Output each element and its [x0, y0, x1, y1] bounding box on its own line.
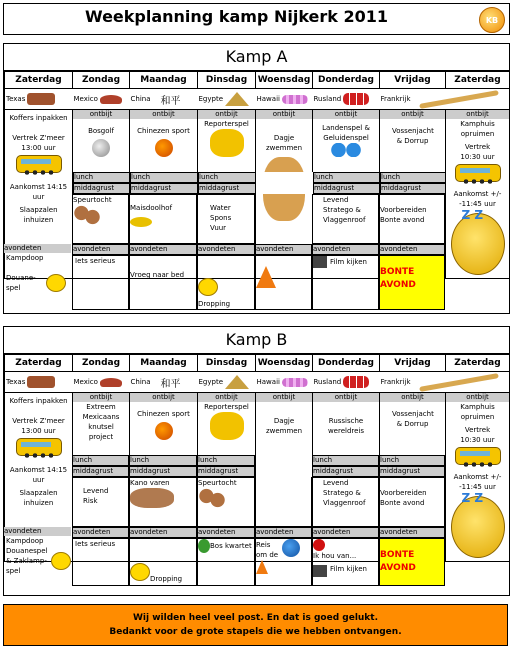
- meal-ontbijt: ontbijt: [313, 393, 379, 402]
- activity: Koffers inpakken: [9, 114, 68, 122]
- theme-label: Texas: [6, 95, 26, 103]
- meal-middagrust: middagrust: [129, 466, 197, 477]
- day-header: Dinsdag: [198, 355, 256, 372]
- meal-middagrust: middagrust: [313, 183, 380, 194]
- meal-lunch: lunch: [313, 172, 380, 183]
- activity: Vertrek Z'meer 13:00 uur: [12, 134, 65, 152]
- activity: Chinezen sport: [137, 410, 190, 418]
- theme-egypte: [198, 375, 256, 389]
- meal-middagrust: middagrust: [312, 466, 379, 477]
- sombrero-icon: [100, 95, 122, 104]
- theme-label: Rusland: [313, 95, 342, 103]
- meal-lunch: lunch: [312, 455, 379, 466]
- smiley-icon: [130, 563, 150, 581]
- activity: Film kijken: [330, 258, 367, 266]
- meal-ontbijt: ontbijt: [130, 110, 197, 119]
- theme-hawaii: [256, 95, 313, 104]
- activity: Aankomst 14:15 uur: [9, 183, 68, 201]
- meal-ontbijt: ontbijt: [73, 110, 129, 119]
- chinese-characters-icon: 和平: [160, 95, 181, 107]
- flower-lei-icon: [282, 95, 308, 104]
- activity: Iets serieus: [75, 540, 116, 548]
- matryoshka-icon: [343, 376, 369, 388]
- day-header: Vrijdag: [380, 72, 446, 89]
- meal-ontbijt: ontbijt: [73, 393, 129, 402]
- pyramid-icon: [225, 375, 249, 389]
- sleeping-face-icon: Z Z: [451, 496, 505, 558]
- meal-avondeten: avondeten: [255, 244, 312, 255]
- meal-avondeten: avondeten: [197, 244, 255, 255]
- sleeping-face-icon: Z Z: [451, 213, 505, 275]
- film-projector-icon: [313, 565, 327, 577]
- activity: Landenspel & Geluidenspel: [322, 124, 370, 142]
- basketball-icon: [155, 422, 173, 440]
- meal-middagrust: middagrust: [72, 466, 129, 477]
- activity: Vossenjacht & Dorrup: [392, 127, 434, 145]
- flower-lei-icon: [282, 378, 308, 387]
- pyramid-icon: [225, 92, 249, 106]
- meal-ontbijt: ontbijt: [198, 110, 255, 119]
- meal-ontbijt: ontbijt: [380, 393, 445, 402]
- meal-avondeten: avondeten: [255, 527, 312, 538]
- activity: Voorbereiden Bonte avond: [380, 206, 427, 224]
- day-header: Woensdag: [256, 355, 313, 372]
- activity: Vertrek 10:30 uur: [460, 426, 495, 444]
- meal-avondeten: avondeten: [129, 527, 197, 538]
- meal-lunch: lunch: [130, 172, 198, 183]
- activity: Dagje zwemmen: [265, 417, 303, 435]
- meal-avondeten: avondeten: [197, 527, 255, 538]
- skull-icon: [27, 93, 55, 105]
- meal-avondeten: avondeten: [312, 527, 379, 538]
- sombrero-icon: [100, 378, 122, 387]
- theme-label: China: [130, 378, 151, 386]
- meal-avondeten: avondeten: [379, 527, 445, 538]
- camp-a-lower: [72, 172, 444, 308]
- meal-avondeten: avondeten: [129, 244, 197, 255]
- activity: Reporterspel: [204, 403, 249, 411]
- globe-icon: [282, 539, 300, 557]
- film-projector-icon: [313, 256, 327, 268]
- activity: Maisdoolhof: [130, 204, 173, 212]
- smiley-icon: [51, 552, 71, 570]
- activity: Dagje zwemmen: [265, 134, 303, 152]
- camp-a-sat-evening: [4, 244, 71, 293]
- activity: Extreem Mexicaans knutsel project: [82, 403, 120, 441]
- day-header: Zaterdag: [5, 355, 73, 372]
- bonte-avond: BONTE AVOND: [380, 550, 416, 573]
- theme-label: Rusland: [313, 378, 342, 386]
- corn-icon: [130, 217, 152, 227]
- day-header: Vrijdag: [380, 355, 446, 372]
- activity: Kampdoop: [6, 254, 44, 262]
- meal-middagrust: middagrust: [197, 466, 255, 477]
- smiley-icon: [198, 278, 218, 296]
- meal-ontbijt: ontbijt: [446, 393, 509, 402]
- meal-ontbijt: ontbijt: [313, 110, 379, 119]
- meal-ontbijt: ontbijt: [130, 393, 197, 402]
- golf-ball-icon: [92, 139, 110, 157]
- theme-frankrijk: [380, 95, 510, 103]
- theme-label: Mexico: [73, 95, 98, 103]
- theme-frankrijk: [380, 378, 510, 386]
- baguette-icon: [419, 373, 499, 392]
- theme-label: Frankrijk: [380, 95, 411, 103]
- activity: Ik hou van...: [313, 552, 357, 560]
- bus-icon: [16, 438, 62, 456]
- meal-middagrust: middagrust: [198, 183, 256, 194]
- theme-mexico: [73, 378, 130, 387]
- footer-line-1: Wij wilden heel veel post. En dat is goed gelukt.: [132, 613, 379, 623]
- basketball-icon: [155, 139, 173, 157]
- theme-texas: [5, 376, 73, 388]
- theme-rusland: [313, 93, 380, 105]
- reporter-icon: [210, 129, 244, 157]
- theme-label: Texas: [6, 378, 26, 386]
- meal-ontbijt: ontbijt: [256, 110, 312, 119]
- theme-label: Hawaii: [256, 95, 280, 103]
- activity: Speurtocht: [198, 479, 237, 487]
- tree-icon: [198, 539, 210, 553]
- meal-middagrust: middagrust: [130, 183, 198, 194]
- day-header: Maandag: [130, 355, 198, 372]
- camp-a-title: Kamp A: [4, 44, 509, 71]
- camp-b-title: Kamp B: [4, 327, 509, 354]
- activity: Russische wereldreis: [327, 417, 365, 435]
- theme-label: Frankrijk: [380, 378, 411, 386]
- meal-lunch: lunch: [72, 455, 129, 466]
- activity: Reis om de: [256, 541, 279, 559]
- activity: Douane-spel: [6, 274, 36, 292]
- activity: Kampdoop: [6, 537, 44, 545]
- logo: KB: [479, 7, 505, 33]
- activity: Douanespel & Zaklamp-spel: [6, 547, 48, 575]
- theme-mexico: [73, 95, 130, 104]
- meal-lunch: lunch: [197, 455, 255, 466]
- meal-avondeten: avondeten: [379, 244, 445, 255]
- day-header: Zondag: [73, 355, 130, 372]
- activity: Bosgolf: [88, 127, 114, 135]
- theme-china: [130, 375, 198, 390]
- meal-ontbijt: ontbijt: [198, 393, 255, 402]
- day-header: Donderdag: [313, 355, 380, 372]
- water-drops-icon: [331, 143, 361, 157]
- camp-b-lower: [72, 455, 444, 586]
- theme-label: Egypte: [198, 378, 224, 386]
- meal-avondeten: avondeten: [4, 527, 71, 536]
- activity: Kamphuis opruimen: [460, 403, 495, 421]
- activity: Vroeg naar bed: [130, 271, 185, 279]
- day-header: Zondag: [73, 72, 130, 89]
- activity: Reporterspel: [204, 120, 249, 128]
- activity: Speurtocht: [73, 196, 112, 204]
- activity: Chinezen sport: [137, 127, 190, 135]
- day-header: Maandag: [130, 72, 198, 89]
- activity: Bos kwartet: [210, 542, 252, 550]
- day-header: Donderdag: [313, 72, 380, 89]
- day-header: Zaterdag: [446, 355, 510, 372]
- footprints-icon: [198, 488, 226, 508]
- activity: Vossenjacht & Dorrup: [392, 410, 434, 428]
- meal-middagrust: middagrust: [73, 183, 130, 194]
- footer-line-2: Bedankt voor de grote stapels die we hebben ontvangen.: [109, 627, 402, 637]
- meal-avondeten: avondeten: [72, 244, 129, 255]
- meal-ontbijt: ontbijt: [380, 110, 445, 119]
- activity: Iets serieus: [75, 257, 116, 265]
- matryoshka-icon: [343, 93, 369, 105]
- activity: Levend Stratego & Vlaggenroof: [323, 479, 366, 507]
- theme-egypte: [198, 92, 256, 106]
- activity: Aankomst +/--11:45 uur: [453, 473, 502, 491]
- day-header: Dinsdag: [198, 72, 256, 89]
- activity: Levend Stratego & Vlaggenroof: [323, 196, 366, 224]
- meal-ontbijt: ontbijt: [446, 110, 509, 119]
- meal-lunch: lunch: [379, 455, 445, 466]
- theme-china: [130, 92, 198, 107]
- meal-avondeten: avondeten: [4, 244, 71, 253]
- baguette-icon: [419, 90, 499, 109]
- canoe-icon: [130, 488, 174, 508]
- bus-icon: [16, 155, 62, 173]
- bus-icon: [455, 447, 501, 465]
- meal-lunch: lunch: [73, 172, 130, 183]
- activity: Levend Risk: [83, 487, 109, 505]
- theme-label: Egypte: [198, 95, 224, 103]
- activity: Voorbereiden Bonte avond: [380, 489, 427, 507]
- theme-label: Hawaii: [256, 378, 280, 386]
- day-header: Zaterdag: [5, 72, 73, 89]
- activity: Slaapzalen inhuizen: [19, 206, 58, 224]
- meal-ontbijt: ontbijt: [256, 393, 312, 402]
- bus-icon: [455, 164, 501, 182]
- activity: Aankomst 14:15 uur: [9, 466, 68, 484]
- activity: Water Spons Vuur: [210, 204, 232, 232]
- theme-texas: [5, 93, 73, 105]
- activity: Aankomst +/--11:45 uur: [453, 190, 502, 208]
- day-header: Zaterdag: [446, 72, 510, 89]
- activity: Dropping: [198, 300, 231, 308]
- footprints-icon: [73, 205, 101, 225]
- activity: Dropping: [150, 575, 183, 583]
- activity: Koffers inpakken: [9, 397, 68, 405]
- chinese-characters-icon: 和平: [160, 378, 181, 390]
- camp-b-sat-evening: [4, 527, 71, 576]
- activity: Vertrek Z'meer 13:00 uur: [12, 417, 65, 435]
- theme-label: Mexico: [73, 378, 98, 386]
- theme-hawaii: [256, 378, 313, 387]
- activity: Film kijken: [330, 565, 367, 573]
- day-header: Woensdag: [256, 72, 313, 89]
- activity: Kamphuis opruimen: [460, 120, 495, 138]
- reporter-icon: [210, 412, 244, 440]
- meal-lunch: lunch: [198, 172, 256, 183]
- meal-middagrust: middagrust: [380, 183, 446, 194]
- smiley-icon: [46, 274, 66, 292]
- skull-icon: [27, 376, 55, 388]
- footer-message: [3, 604, 508, 646]
- header: [3, 3, 510, 35]
- meal-avondeten: avondeten: [72, 527, 129, 538]
- meal-lunch: lunch: [129, 455, 197, 466]
- bonte-avond: BONTE AVOND: [380, 267, 416, 290]
- activity: Kano varen: [130, 479, 170, 487]
- meal-avondeten: avondeten: [312, 244, 379, 255]
- activity: Vertrek 10:30 uur: [460, 143, 495, 161]
- theme-label: China: [130, 95, 151, 103]
- page-title: Weekplanning kamp Nijkerk 2011: [84, 7, 389, 26]
- campfire-icon: [256, 266, 276, 288]
- meal-lunch: lunch: [380, 172, 446, 183]
- theme-rusland: [313, 376, 380, 388]
- campfire-icon: [256, 560, 268, 574]
- activity: Slaapzalen inhuizen: [19, 489, 58, 507]
- apple-icon: [313, 539, 325, 551]
- meal-middagrust: middagrust: [379, 466, 445, 477]
